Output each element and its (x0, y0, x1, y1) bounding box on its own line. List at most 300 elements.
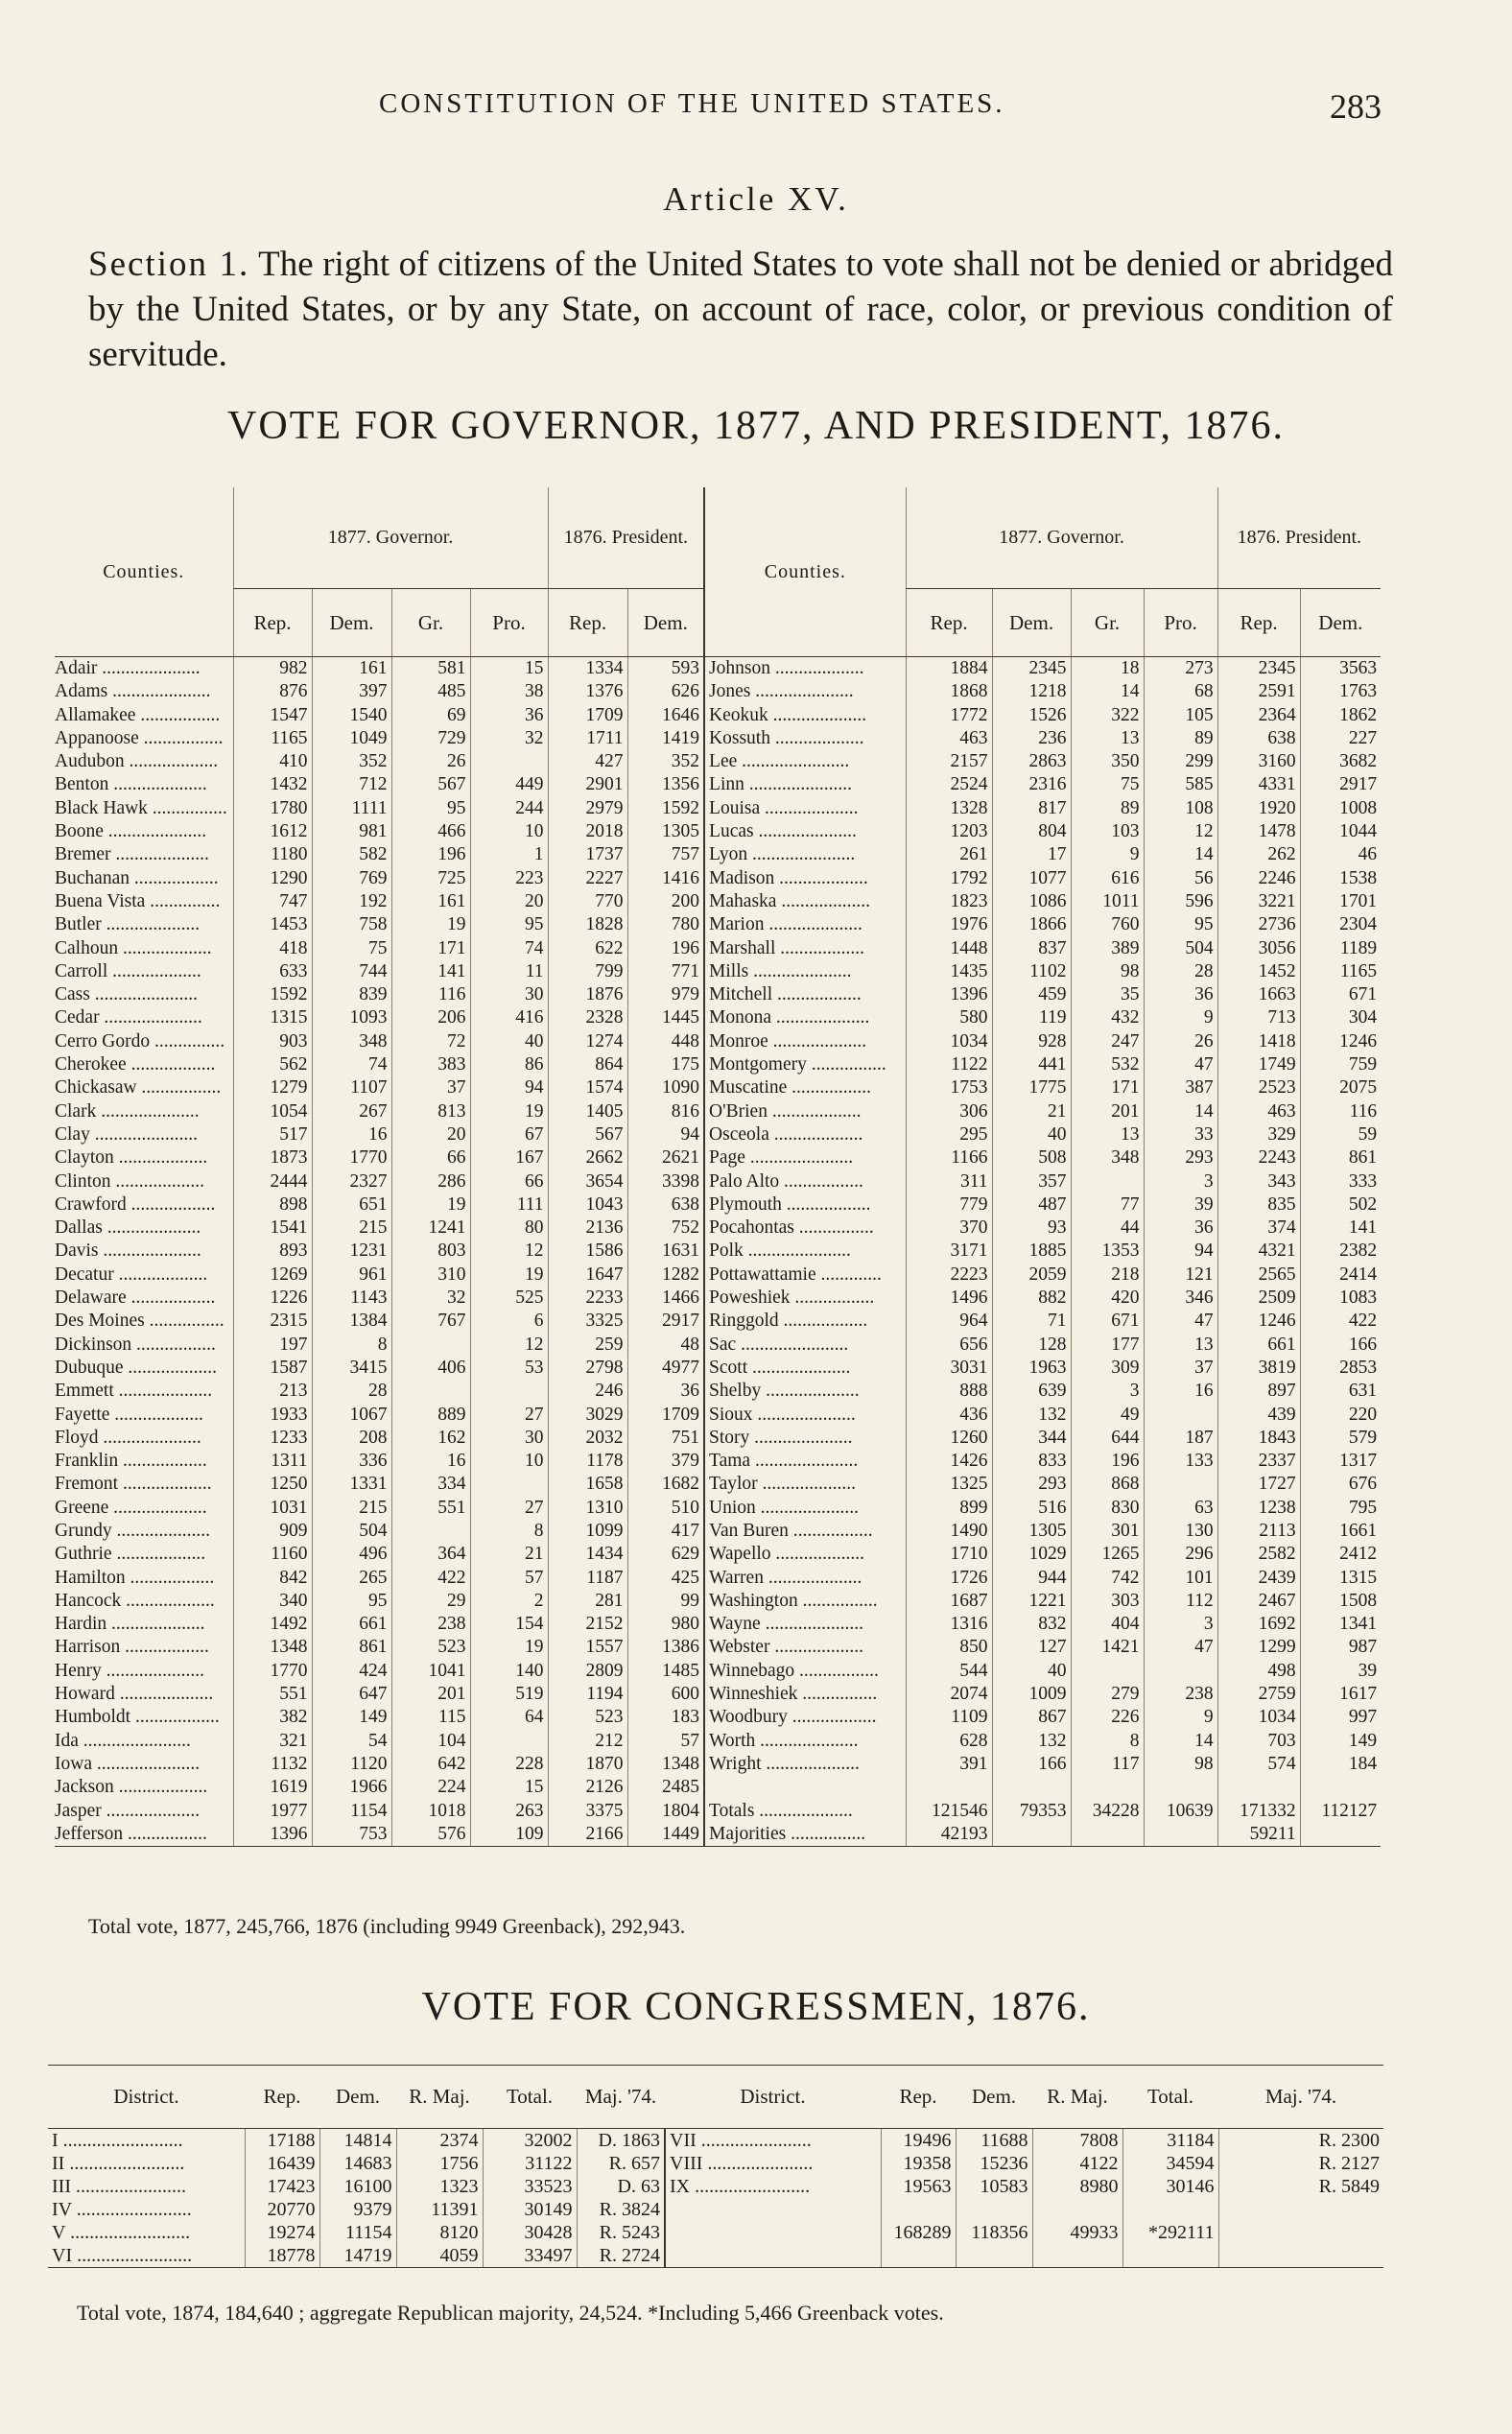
vote-cell: 2304 (1300, 913, 1381, 936)
county-name-left: Chickasaw ................. (55, 1077, 222, 1099)
county-name-left: Delaware .................. (55, 1288, 216, 1309)
county-name-right: Union ..................... (704, 1497, 906, 1520)
vote-cell: 2227 (548, 867, 627, 890)
county-name-right: Marion .................... (704, 913, 906, 936)
county-name-right: Lyon ...................... (704, 843, 906, 866)
vote-cell: 1099 (548, 1520, 627, 1543)
vote-cell: 1710 (906, 1543, 992, 1566)
county-name-left: Adams ..................... (55, 681, 211, 702)
county-name-left: Cass ...................... (55, 984, 198, 1005)
vote-cell: 322 (1071, 704, 1144, 727)
vote-cell: 265 (312, 1567, 391, 1590)
county-name-right: Winneshiek ................ (704, 1683, 906, 1706)
county-name-left: Iowa ...................... (55, 1753, 201, 1774)
col-rep-1876-right: Rep. (1217, 589, 1300, 657)
vote-cell: 410 (233, 750, 312, 773)
county-name-right: Majorities ................ (704, 1823, 906, 1847)
vote-cell: 215 (312, 1497, 391, 1520)
vote-cell: 30428 (483, 2221, 577, 2244)
vote-cell: 279 (1071, 1683, 1144, 1706)
vote-cell: 370 (906, 1217, 992, 1240)
county-name-right: Muscatine ................. (704, 1076, 906, 1099)
vote-cell: 329 (1217, 1123, 1300, 1146)
vote-cell: 57 (470, 1567, 548, 1590)
vote-cell: 26 (1144, 1030, 1217, 1053)
vote-cell: 391 (906, 1753, 992, 1776)
vote-cell: 1189 (1300, 937, 1381, 960)
vote-cell: 661 (1217, 1334, 1300, 1357)
vote-cell: 1031 (233, 1497, 312, 1520)
vote-cell: 725 (391, 867, 470, 890)
county-name-left: Clay ...................... (55, 1123, 198, 1145)
vote-cell: 580 (906, 1006, 992, 1029)
vote-cell: 303 (1071, 1590, 1144, 1613)
col-pro-1877: Pro. (470, 589, 548, 657)
vote-cell: 18 (1071, 657, 1144, 681)
vote-cell: 1663 (1217, 983, 1300, 1006)
vote-cell: 1246 (1300, 1030, 1381, 1053)
county-name-right: Marshall .................. (704, 937, 906, 960)
vote-cell: 422 (1300, 1310, 1381, 1333)
vote-cell: 980 (627, 1613, 704, 1636)
vote-cell: 226 (1071, 1706, 1144, 1729)
county-name-right: Montgomery ................ (704, 1053, 906, 1076)
table-row (55, 657, 1381, 681)
vote-cell: 1274 (548, 1030, 627, 1053)
vote-cell: 813 (391, 1100, 470, 1123)
vote-cell: 98 (1071, 960, 1144, 983)
county-name-right: Louisa .................... (704, 797, 906, 820)
county-name-left: Hancock ................... (55, 1590, 215, 1611)
vote-cell: 1966 (312, 1776, 391, 1799)
vote-cell: R. 2300 (1218, 2129, 1383, 2153)
vote-cell: 1540 (312, 704, 391, 727)
governor-1877-header-right: 1877. Governor. (906, 487, 1217, 589)
vote-cell: 1328 (906, 797, 992, 820)
vote-cell: 544 (906, 1660, 992, 1683)
vote-cell: 2809 (548, 1660, 627, 1683)
table-row (55, 1053, 1381, 1076)
table-row (55, 1520, 1381, 1543)
vote-cell: 1120 (312, 1753, 391, 1776)
table-row (55, 983, 1381, 1006)
vote-cell: 1044 (1300, 820, 1381, 843)
vote-cell: 1453 (233, 913, 312, 936)
county-name-right: Page ...................... (704, 1146, 906, 1170)
vote-cell: 1279 (233, 1076, 312, 1099)
vote-cell: 1646 (627, 704, 704, 727)
vote-cell: 406 (391, 1357, 470, 1380)
vote-cell: 997 (1300, 1706, 1381, 1729)
table-row (55, 1264, 1381, 1287)
vote-cell: 631 (1300, 1380, 1381, 1403)
vote-cell: 1067 (312, 1404, 391, 1427)
vote-cell: 928 (992, 1030, 1071, 1053)
vote-cell: 651 (312, 1193, 391, 1217)
col-rmaj-left: R. Maj. (396, 2066, 483, 2129)
vote-cell (1218, 2198, 1383, 2221)
district-name-right: VII ....................... (665, 2129, 881, 2153)
table-row (55, 1006, 1381, 1029)
vote-cell: 117 (1071, 1753, 1144, 1776)
vote-cell: 59211 (1217, 1823, 1300, 1847)
vote-cell: 2166 (548, 1823, 627, 1847)
vote-cell: 2246 (1217, 867, 1300, 890)
vote-cell: 14719 (319, 2244, 396, 2268)
vote-cell: 404 (1071, 1613, 1144, 1636)
vote-cell: 508 (992, 1146, 1071, 1170)
table-row (55, 727, 1381, 750)
vote-cell (391, 1334, 470, 1357)
vote-cell: 19358 (881, 2152, 956, 2175)
vote-cell: 11 (470, 960, 548, 983)
vote-cell: 15 (470, 1776, 548, 1799)
vote-cell (881, 2198, 956, 2221)
table-row (55, 1310, 1381, 1333)
vote-cell: 346 (1144, 1287, 1217, 1310)
congressmen-table (48, 2065, 1383, 2268)
vote-cell: 9379 (319, 2198, 396, 2221)
vote-cell: 752 (627, 1217, 704, 1240)
vote-cell: 36 (1144, 1217, 1217, 1240)
county-name-left: Black Hawk ................ (55, 797, 227, 818)
vote-cell: 2444 (233, 1170, 312, 1193)
vote-cell: 89 (1071, 797, 1144, 820)
vote-cell (470, 1473, 548, 1496)
vote-cell: 889 (391, 1404, 470, 1427)
vote-cell: 1353 (1071, 1240, 1144, 1263)
vote-cell: 67 (470, 1123, 548, 1146)
vote-cell: 215 (312, 1217, 391, 1240)
table-row (55, 1730, 1381, 1753)
vote-cell: 3056 (1217, 937, 1300, 960)
table-row (55, 1030, 1381, 1053)
vote-cell: 1034 (1217, 1706, 1300, 1729)
vote-cell: 2233 (548, 1287, 627, 1310)
vote-cell: 2591 (1217, 680, 1300, 703)
vote-cell: 504 (312, 1520, 391, 1543)
vote-cell: 1426 (906, 1450, 992, 1473)
county-name-left: Cedar ..................... (55, 1007, 202, 1028)
vote-cell: 3819 (1217, 1357, 1300, 1380)
table-row (55, 704, 1381, 727)
col-dem-1877-right: Dem. (992, 589, 1071, 657)
vote-cell: 1315 (1300, 1567, 1381, 1590)
vote-cell: 2345 (992, 657, 1071, 681)
county-name-right: Totals .................... (704, 1800, 906, 1823)
vote-cell: 9 (1144, 1706, 1217, 1729)
vote-cell: 397 (312, 680, 391, 703)
vote-cell (1144, 1473, 1217, 1496)
vote-cell: 1093 (312, 1006, 391, 1029)
table-row (55, 843, 1381, 866)
vote-cell: 21 (992, 1100, 1071, 1123)
county-name-right: Sac ....................... (704, 1334, 906, 1357)
vote-cell: 262 (1217, 843, 1300, 866)
vote-cell: 638 (627, 1193, 704, 1217)
vote-cell: 20770 (245, 2198, 319, 2221)
vote-cell: 909 (233, 1520, 312, 1543)
vote-cell: 2662 (548, 1146, 627, 1170)
vote-cell: 206 (391, 1006, 470, 1029)
county-name-right: Mitchell .................. (704, 983, 906, 1006)
vote-cell: 2316 (992, 773, 1071, 796)
table-row (55, 1450, 1381, 1473)
vote-cell: 2345 (1217, 657, 1300, 681)
table-row (55, 1776, 1381, 1799)
vote-cell: 1709 (548, 704, 627, 727)
vote-cell: 1331 (312, 1473, 391, 1496)
vote-cell: 95 (391, 797, 470, 820)
vote-cell: 306 (906, 1100, 992, 1123)
vote-cell: 2523 (1217, 1076, 1300, 1099)
vote-cell: D. 63 (577, 2175, 665, 2198)
vote-cell: 168289 (881, 2221, 956, 2244)
vote-cell: 59 (1300, 1123, 1381, 1146)
table-row (55, 1706, 1381, 1729)
vote-cell: 75 (1071, 773, 1144, 796)
vote-cell: 30 (470, 983, 548, 1006)
vote-cell (1071, 1170, 1144, 1193)
vote-cell: 1485 (627, 1660, 704, 1683)
vote-cell: D. 1863 (577, 2129, 665, 2153)
vote-cell: 28 (312, 1380, 391, 1403)
vote-cell: 118356 (956, 2221, 1032, 2244)
vote-cell: 626 (627, 680, 704, 703)
vote-cell: 103 (1071, 820, 1144, 843)
district-name-right (665, 2221, 881, 2244)
vote-cell: 1434 (548, 1543, 627, 1566)
vote-cell: 94 (627, 1123, 704, 1146)
vote-cell: 19274 (245, 2221, 319, 2244)
article-title: Article XV. (663, 180, 849, 218)
vote-cell: 28 (1144, 960, 1217, 983)
vote-cell: 1305 (627, 820, 704, 843)
vote-cell: 2414 (1300, 1264, 1381, 1287)
vote-cell: 1885 (992, 1240, 1071, 1263)
vote-cell: 616 (1071, 867, 1144, 890)
vote-cell: 1034 (906, 1030, 992, 1053)
vote-cell: 11154 (319, 2221, 396, 2244)
vote-cell: 33 (1144, 1123, 1217, 1146)
vote-cell: 487 (992, 1193, 1071, 1217)
vote-cell: 259 (548, 1334, 627, 1357)
county-name-left: Greene .................... (55, 1497, 207, 1518)
vote-cell: 4059 (396, 2244, 483, 2268)
vote-cell: 517 (233, 1123, 312, 1146)
table-row (55, 1497, 1381, 1520)
vote-cell: 101 (1144, 1567, 1217, 1590)
county-name-left: Audubon ................... (55, 751, 219, 772)
vote-cell: 903 (233, 1030, 312, 1053)
table-row (55, 1170, 1381, 1193)
vote-cell: 3325 (548, 1310, 627, 1333)
vote-cell: 296 (1144, 1543, 1217, 1566)
vote-cell: 893 (233, 1240, 312, 1263)
table-row (48, 2152, 1383, 2175)
county-name-left: Adair ..................... (55, 658, 201, 678)
vote-cell: 1449 (627, 1823, 704, 1847)
vote-cell (1144, 1776, 1217, 1799)
vote-cell: 427 (548, 750, 627, 773)
vote-cell: 33497 (483, 2244, 577, 2268)
vote-cell: 104 (391, 1730, 470, 1753)
vote-cell: 281 (548, 1590, 627, 1613)
table-row (55, 1123, 1381, 1146)
vote-cell: 1435 (906, 960, 992, 983)
vote-cell: 63 (1144, 1497, 1217, 1520)
vote-cell (956, 2244, 1032, 2268)
vote-cell: 1008 (1300, 797, 1381, 820)
vote-cell: 1775 (992, 1076, 1071, 1099)
county-name-left: Hardin .................... (55, 1614, 205, 1635)
table-row (55, 1660, 1381, 1683)
vote-cell: 525 (470, 1287, 548, 1310)
vote-cell: 53 (470, 1357, 548, 1380)
vote-cell: 1658 (548, 1473, 627, 1496)
county-name-left: Fayette ................... (55, 1404, 203, 1425)
county-name-left: Clinton ................... (55, 1170, 205, 1192)
vote-cell: 12 (470, 1240, 548, 1263)
vote-cell: 212 (548, 1730, 627, 1753)
vote-cell: 29 (391, 1590, 470, 1613)
table-row (55, 1427, 1381, 1450)
vote-cell: 1466 (627, 1287, 704, 1310)
county-name-right: Tama ...................... (704, 1450, 906, 1473)
vote-cell: 747 (233, 890, 312, 913)
vote-cell: 57 (627, 1730, 704, 1753)
vote-cell: 2374 (396, 2129, 483, 2153)
county-name-left: Henry ..................... (55, 1660, 204, 1681)
vote-cell: 1109 (906, 1706, 992, 1729)
vote-cell: 864 (548, 1053, 627, 1076)
vote-cell: 200 (627, 890, 704, 913)
county-name-left: Howard .................... (55, 1684, 214, 1705)
vote-cell: R. 2127 (1218, 2152, 1383, 2175)
vote-cell: 3 (1144, 1613, 1217, 1636)
vote-cell: 1396 (233, 1823, 312, 1847)
vote-cell: 19 (391, 913, 470, 936)
vote-cell: 2113 (1217, 1520, 1300, 1543)
vote-cell: 99 (627, 1590, 704, 1613)
vote-cell: 753 (312, 1823, 391, 1847)
vote-cell: 2759 (1217, 1683, 1300, 1706)
vote-cell: 1009 (992, 1683, 1071, 1706)
vote-cell: 1250 (233, 1473, 312, 1496)
table-row (55, 1753, 1381, 1776)
county-name-left: Jasper .................... (55, 1800, 201, 1821)
vote-cell: 108 (1144, 797, 1217, 820)
vote-cell (1071, 1823, 1144, 1847)
vote-cell: 2 (470, 1590, 548, 1613)
vote-cell: 36 (1144, 983, 1217, 1006)
vote-cell: 72 (391, 1030, 470, 1053)
vote-cell: 837 (992, 937, 1071, 960)
vote-cell: 132 (992, 1404, 1071, 1427)
vote-cell: 40 (992, 1123, 1071, 1146)
vote-cell: 1508 (1300, 1590, 1381, 1613)
vote-cell: 2621 (627, 1146, 704, 1170)
vote-cell: 656 (906, 1334, 992, 1357)
vote-cell: 48 (627, 1334, 704, 1357)
vote-cell: 1737 (548, 843, 627, 866)
vote-cell: 582 (312, 843, 391, 866)
county-name-right: Ringgold .................. (704, 1310, 906, 1333)
vote-cell: 523 (391, 1636, 470, 1659)
vote-cell: 12 (1144, 820, 1217, 843)
vote-cell: 2467 (1217, 1590, 1300, 1613)
vote-cell: 352 (312, 750, 391, 773)
vote-cell: 74 (312, 1053, 391, 1076)
vote-cell: 1160 (233, 1543, 312, 1566)
vote-cell: 758 (312, 913, 391, 936)
county-name-right: Polk ...................... (704, 1240, 906, 1263)
vote-cell: 1334 (548, 657, 627, 681)
district-name-right: VIII ...................... (665, 2152, 881, 2175)
vote-cell: 1356 (627, 773, 704, 796)
vote-cell: 47 (1144, 1636, 1217, 1659)
vote-cell: 2524 (906, 773, 992, 796)
vote-cell: 263 (470, 1800, 548, 1823)
section-label: Section 1. (88, 245, 250, 284)
county-name-right: Keokuk .................... (704, 704, 906, 727)
table-row (55, 937, 1381, 960)
vote-cell: 49 (1071, 1404, 1144, 1427)
vote-cell: 19 (470, 1636, 548, 1659)
vote-cell: 1647 (548, 1264, 627, 1287)
vote-cell: 344 (992, 1427, 1071, 1450)
vote-cell: 16 (312, 1123, 391, 1146)
vote-cell: 286 (391, 1170, 470, 1193)
vote-cell: 127 (992, 1636, 1071, 1659)
county-name-right: Shelby .................... (704, 1380, 906, 1403)
vote-cell: 1111 (312, 797, 391, 820)
vote-cell (992, 1823, 1071, 1847)
county-name-left: Appanoose ................. (55, 727, 224, 748)
vote-cell: 1547 (233, 704, 312, 727)
vote-cell: 32 (391, 1287, 470, 1310)
vote-cell: 387 (1144, 1076, 1217, 1099)
vote-cell: 1341 (1300, 1613, 1381, 1636)
vote-cell: 803 (391, 1240, 470, 1263)
vote-cell: 116 (1300, 1100, 1381, 1123)
vote-cell: 418 (233, 937, 312, 960)
vote-cell: 94 (1144, 1240, 1217, 1263)
vote-cell: 49933 (1032, 2221, 1122, 2244)
governor-table-heading: VOTE FOR GOVERNOR, 1877, AND PRESIDENT, 1876. (227, 404, 1285, 448)
district-name-right: IX ........................ (665, 2175, 881, 2198)
vote-cell: 898 (233, 1193, 312, 1217)
vote-cell: 7808 (1032, 2129, 1122, 2153)
vote-cell: 799 (548, 960, 627, 983)
vote-cell: 3398 (627, 1170, 704, 1193)
vote-cell: 183 (627, 1706, 704, 1729)
vote-cell: 1492 (233, 1613, 312, 1636)
vote-cell: 42193 (906, 1823, 992, 1847)
vote-cell: 352 (627, 750, 704, 773)
vote-cell: 1265 (1071, 1543, 1144, 1566)
vote-cell: 1083 (1300, 1287, 1381, 1310)
vote-cell: 75 (312, 937, 391, 960)
col-rep-1877: Rep. (233, 589, 312, 657)
county-name-left: Decatur ................... (55, 1264, 208, 1285)
vote-cell: 1290 (233, 867, 312, 890)
county-name-right: Pocahontas ................ (704, 1217, 906, 1240)
vote-cell: 1418 (1217, 1030, 1300, 1053)
vote-cell: 1873 (233, 1146, 312, 1170)
vote-cell: 751 (627, 1427, 704, 1450)
vote-cell: 868 (1071, 1473, 1144, 1496)
